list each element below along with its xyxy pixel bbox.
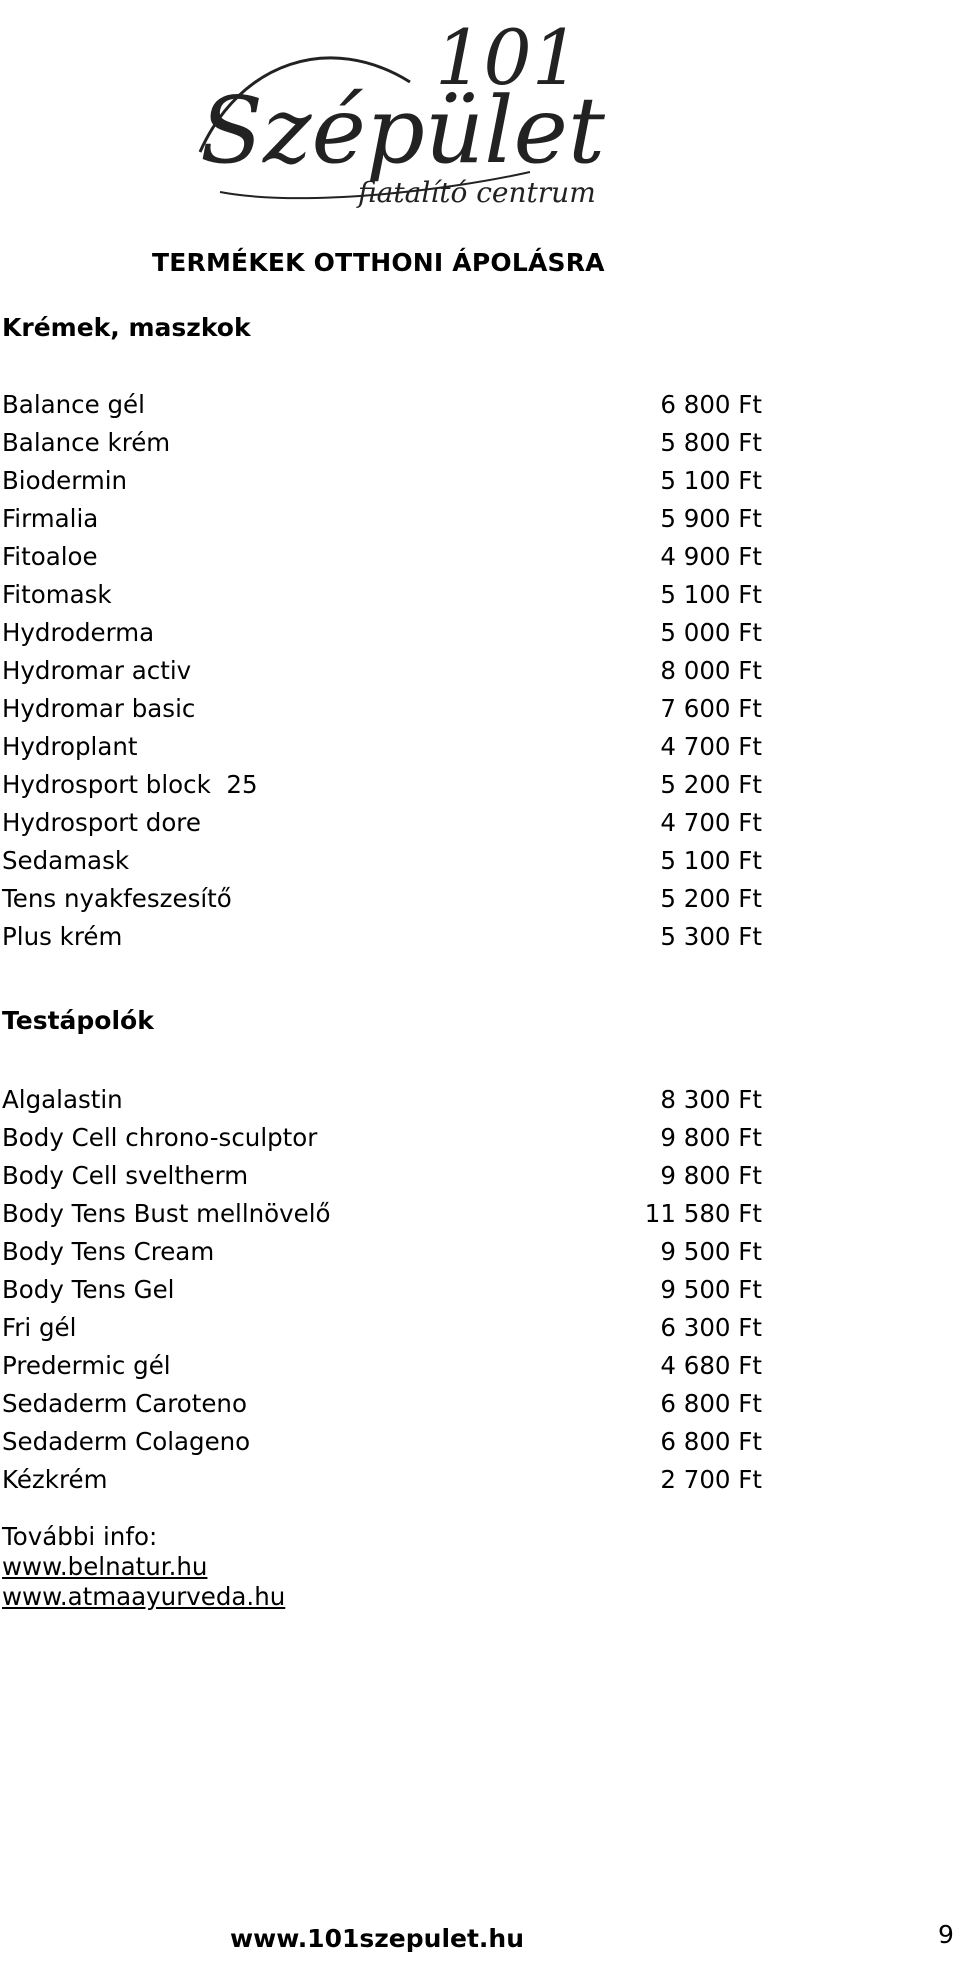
product-name: Sedamask (2, 846, 130, 875)
product-price: 4 700 Ft (660, 732, 762, 761)
product-row (2, 614, 762, 652)
footer-website: www.101szepulet.hu (230, 1924, 525, 1953)
product-row (2, 424, 762, 462)
more-info-label: További info: (2, 1522, 158, 1551)
section-heading-creams: Krémek, maszkok (2, 313, 251, 342)
product-name: Hydromar activ (2, 656, 192, 685)
product-name: Hydrosport block 25 (2, 770, 258, 799)
more-info (2, 1522, 285, 1612)
product-row (2, 1385, 762, 1423)
product-row (2, 1309, 762, 1347)
product-price: 9 800 Ft (660, 1161, 762, 1190)
logo-tagline: fiatalító centrum (358, 176, 596, 209)
product-name: Hydroplant (2, 732, 138, 761)
product-row (2, 842, 762, 880)
page-title: TERMÉKEK OTTHONI ÁPOLÁSRA (152, 248, 605, 277)
product-name: Fri gél (2, 1313, 77, 1342)
product-price: 5 800 Ft (660, 428, 762, 457)
product-row (2, 1461, 762, 1499)
product-price: 6 800 Ft (660, 390, 762, 419)
product-price: 4 900 Ft (660, 542, 762, 571)
product-price: 6 800 Ft (660, 1427, 762, 1456)
product-name: Sedaderm Colageno (2, 1427, 251, 1456)
product-name: Body Tens Bust mellnövelő (2, 1199, 331, 1228)
product-name: Fitomask (2, 580, 112, 609)
product-price: 5 200 Ft (660, 770, 762, 799)
product-price: 9 500 Ft (660, 1237, 762, 1266)
product-name: Sedaderm Caroteno (2, 1389, 247, 1418)
product-name: Balance krém (2, 428, 171, 457)
product-price: 9 800 Ft (660, 1123, 762, 1152)
product-row (2, 1271, 762, 1309)
product-name: Hydrosport dore (2, 808, 201, 837)
product-row (2, 652, 762, 690)
product-price: 6 800 Ft (660, 1389, 762, 1418)
product-price: 8 000 Ft (660, 656, 762, 685)
product-name: Fitoaloe (2, 542, 98, 571)
product-row (2, 804, 762, 842)
product-row (2, 728, 762, 766)
product-name: Biodermin (2, 466, 128, 495)
product-row (2, 1195, 762, 1233)
product-price: 5 200 Ft (660, 884, 762, 913)
product-name: Body Cell sveltherm (2, 1161, 249, 1190)
product-row (2, 538, 762, 576)
product-price: 7 600 Ft (660, 694, 762, 723)
product-price: 5 100 Ft (660, 580, 762, 609)
product-name: Plus krém (2, 922, 123, 951)
product-row (2, 1081, 762, 1119)
product-price: 5 100 Ft (660, 466, 762, 495)
product-name: Body Tens Cream (2, 1237, 215, 1266)
logo-number: 101 (435, 13, 581, 102)
product-row (2, 576, 762, 614)
product-row (2, 1347, 762, 1385)
product-list-creams (2, 386, 762, 956)
product-price: 5 300 Ft (660, 922, 762, 951)
product-row (2, 386, 762, 424)
product-row (2, 1423, 762, 1461)
product-name: Body Cell chrono-sculptor (2, 1123, 318, 1152)
product-row (2, 880, 762, 918)
page-number: 9 (938, 1920, 954, 1949)
section-heading-body-care: Testápolók (2, 1006, 154, 1035)
product-name: Algalastin (2, 1085, 123, 1114)
product-name: Firmalia (2, 504, 99, 533)
product-price: 5 000 Ft (660, 618, 762, 647)
logo-brand: Szépület (200, 77, 605, 184)
product-price: 2 700 Ft (660, 1465, 762, 1494)
product-price: 6 300 Ft (660, 1313, 762, 1342)
product-price: 5 100 Ft (660, 846, 762, 875)
logo-graphic (180, 2, 610, 220)
link-atmaayurveda[interactable]: www.atmaayurveda.hu (2, 1582, 286, 1611)
logo (180, 2, 610, 220)
product-row (2, 500, 762, 538)
product-row (2, 1233, 762, 1271)
product-name: Hydromar basic (2, 694, 196, 723)
product-list-body-care (2, 1081, 762, 1499)
product-name: Kézkrém (2, 1465, 108, 1494)
product-price: 4 700 Ft (660, 808, 762, 837)
product-name: Predermic gél (2, 1351, 171, 1380)
product-row (2, 1119, 762, 1157)
product-name: Tens nyakfeszesítő (2, 884, 232, 913)
product-row (2, 1157, 762, 1195)
product-row (2, 690, 762, 728)
link-belnatur[interactable]: www.belnatur.hu (2, 1552, 208, 1581)
product-name: Hydroderma (2, 618, 155, 647)
product-price: 11 580 Ft (644, 1199, 762, 1228)
product-row (2, 918, 762, 956)
product-price: 5 900 Ft (660, 504, 762, 533)
product-price: 8 300 Ft (660, 1085, 762, 1114)
product-row (2, 766, 762, 804)
product-name: Balance gél (2, 390, 145, 419)
product-price: 4 680 Ft (660, 1351, 762, 1380)
product-price: 9 500 Ft (660, 1275, 762, 1304)
product-name: Body Tens Gel (2, 1275, 175, 1304)
product-row (2, 462, 762, 500)
